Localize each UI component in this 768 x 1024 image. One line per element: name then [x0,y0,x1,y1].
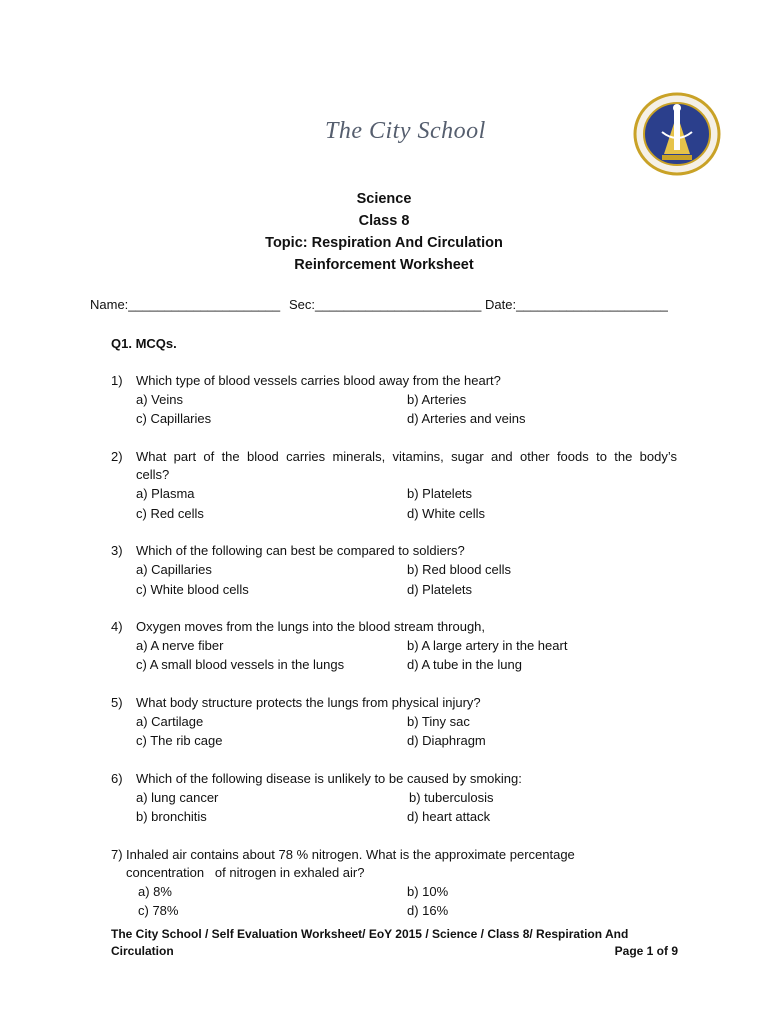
question-text: Oxygen moves from the lungs into the blood stream through, [136,619,486,634]
option-d: d) Arteries and veins [407,411,526,426]
question-text: Inhaled air contains about 78 % nitrogen. What is the approximate percentage [126,847,575,862]
question-number: 2) [111,449,123,464]
option-a: a) lung cancer [136,790,219,805]
option-d: d) A tube in the lung [407,657,522,672]
option-c: c) Red cells [136,506,204,521]
section-title: Q1. MCQs. [111,336,177,351]
question-text: What part of the blood carries minerals, vitamins, sugar and other foods to the body’s [136,449,677,464]
option-b: b) A large artery in the heart [407,638,568,653]
option-d: d) heart attack [407,809,491,824]
option-c: c) The rib cage [136,733,223,748]
option-b: b) Red blood cells [407,562,512,577]
option-d: d) Platelets [407,582,473,597]
question-number: 1) [111,373,123,388]
option-a: a) 8% [138,884,172,899]
footer-text: The City School / Self Evaluation Worksheet/ EoY 2015 / Science / Class 8/ Respiration And [111,927,629,941]
subject-heading: Science [356,191,412,207]
footer-text-continued: Circulation [111,944,174,958]
question-text-continued: concentration of nitrogen in exhaled air? [126,865,365,880]
option-a: a) Capillaries [136,562,212,577]
question-number: 3) [111,543,123,558]
topic-heading: Topic: Respiration And Circulation [265,235,503,251]
question-text: Which of the following can best be compared to soldiers? [136,543,465,558]
option-a: a) A nerve fiber [136,638,224,653]
option-d: d) White cells [407,506,486,521]
question-text: Which of the following disease is unlikely to be caused by smoking: [136,771,522,786]
option-c: c) Capillaries [136,411,212,426]
option-b: b) 10% [407,884,449,899]
option-a: a) Plasma [136,486,195,501]
option-a: a) Cartilage [136,714,204,729]
option-b: b) Platelets [407,486,473,501]
question-number: 7) [111,847,123,862]
option-d: d) Diaphragm [407,733,486,748]
option-b: b) Arteries [407,392,467,407]
date-field[interactable]: Date:_____________________ [485,297,668,312]
question-number: 4) [111,619,123,634]
question-text: Which type of blood vessels carries blood away from the heart? [136,373,501,388]
question-text-continued: cells? [136,467,170,482]
class-heading: Class 8 [358,213,410,229]
section-field[interactable]: Sec:_______________________ [289,297,482,312]
option-c: c) White blood cells [136,582,249,597]
option-b: b) Tiny sac [407,714,470,729]
name-field[interactable]: Name:_____________________ [90,297,281,312]
option-c: c) 78% [138,903,179,918]
question-text: What body structure protects the lungs from physical injury? [136,695,481,710]
option-c: b) bronchitis [136,809,207,824]
option-d: d) 16% [407,903,449,918]
page-number: Page 1 of 9 [614,944,678,958]
option-b: b) tuberculosis [409,790,494,805]
option-a: a) Veins [136,392,183,407]
school-wordmark: The City School [325,118,486,144]
worksheet-heading: Reinforcement Worksheet [294,257,474,273]
option-c: c) A small blood vessels in the lungs [136,657,345,672]
question-number: 5) [111,695,123,710]
school-crest-logo [632,92,722,176]
question-number: 6) [111,771,123,786]
